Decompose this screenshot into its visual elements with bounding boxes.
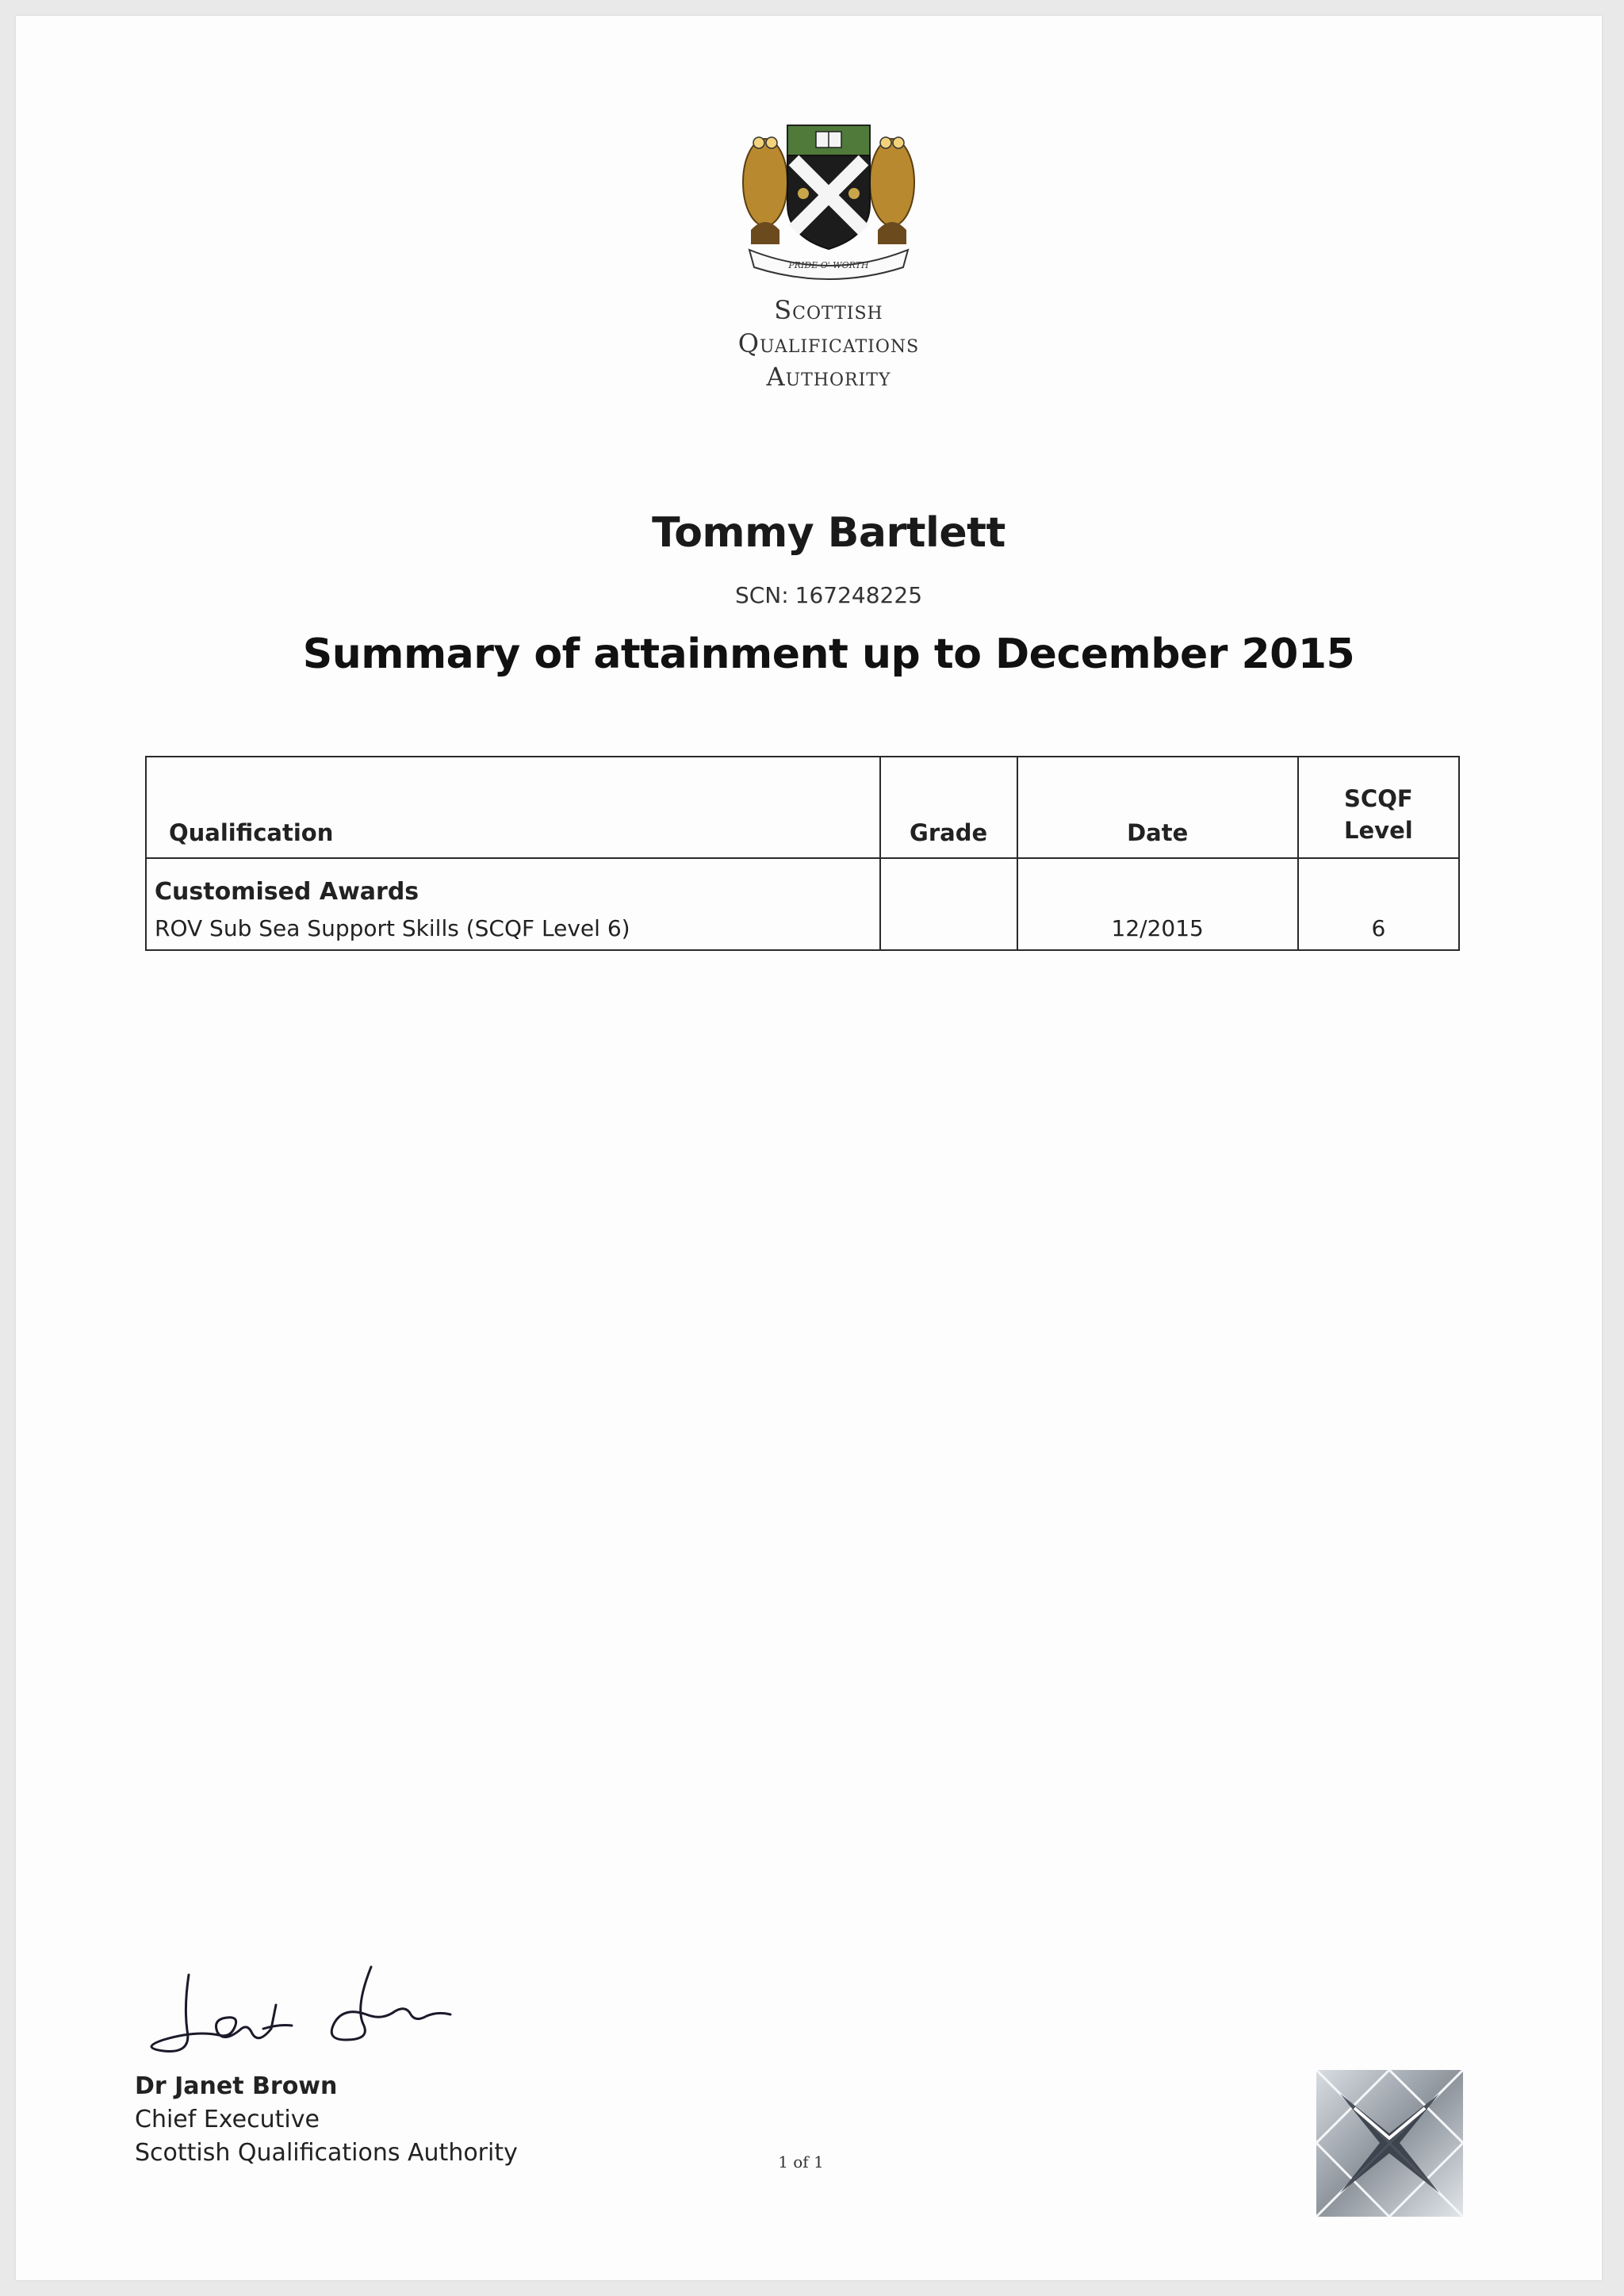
signatory-name: Dr Janet Brown	[135, 2072, 338, 2100]
scn-value: 167248225	[795, 582, 923, 608]
table-row	[146, 858, 1459, 950]
student-name: Tommy Bartlett	[652, 509, 1005, 557]
signatory-organization: Scottish Qualifications Authority	[135, 2139, 518, 2167]
attainment-table	[145, 756, 1460, 951]
header-date: Date	[1017, 757, 1298, 858]
scn-number	[492, 582, 1166, 608]
signatory-block	[135, 2070, 690, 2170]
hologram-seal-icon	[1316, 2070, 1463, 2217]
header-scqf-level	[1298, 757, 1459, 858]
crest-motto: PRIDE O' WORTH	[788, 260, 869, 270]
scqf-level-cell: 6	[1298, 858, 1459, 950]
signatory-title: Chief Executive	[135, 2106, 320, 2133]
qualification-cell	[146, 858, 880, 950]
header-scqf-level-line-2: Level	[1344, 817, 1413, 844]
organization-name-line-1: Scottish	[774, 295, 883, 325]
grade-cell	[880, 858, 1017, 950]
page-number: 1 of 1	[778, 2152, 824, 2171]
date-cell: 12/2015	[1017, 858, 1298, 950]
header-grade: Grade	[880, 757, 1017, 858]
qualification-name: ROV Sub Sea Support Skills (SCQF Level 6)	[155, 915, 630, 941]
organization-name-line-3: Authority	[766, 362, 891, 392]
qualification-group: Customised Awards	[155, 878, 419, 906]
organization-name-line-2: Qualifications	[737, 328, 920, 358]
header-scqf-level-line-1: SCQF	[1344, 785, 1413, 812]
sqa-crest-logo	[733, 111, 924, 286]
scn-label: SCN:	[734, 582, 789, 608]
certificate-page	[16, 16, 1602, 2280]
header-qualification: Qualification	[146, 757, 880, 858]
organization-name	[571, 293, 1086, 393]
summary-title: Summary of attainment up to December 2015	[302, 631, 1355, 678]
signature-image	[133, 1959, 482, 2070]
table-header-row	[146, 757, 1459, 858]
